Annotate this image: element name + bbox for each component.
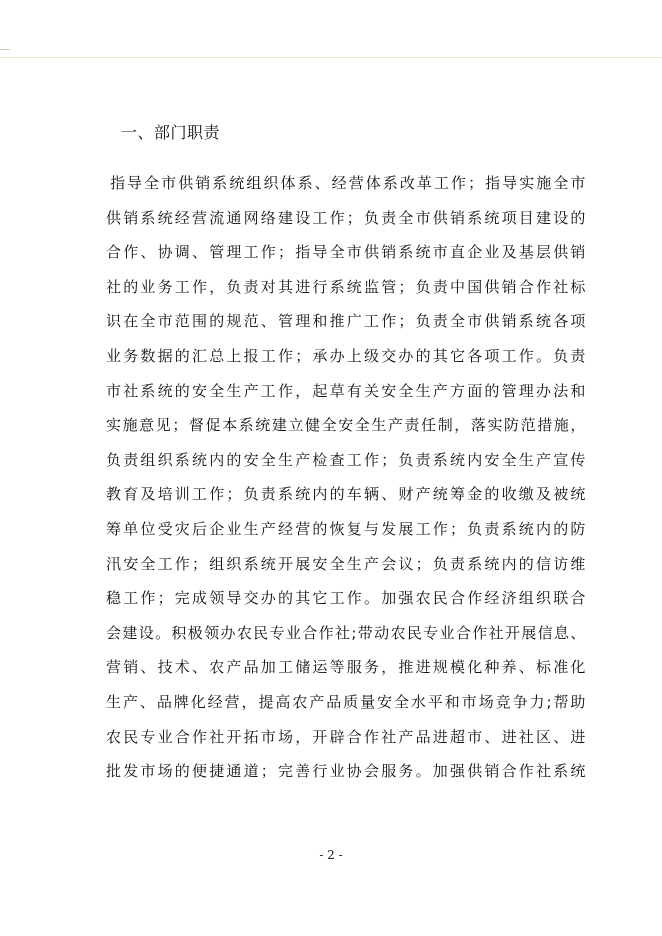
text-line: 筹单位受灾后企业生产经营的恢复与发展工作；负责系统内的防 [106, 519, 586, 538]
text-line: 汛安全工作；组织系统开展安全生产会议；负责系统内的信访维 [106, 554, 586, 573]
text-line: 负责组织系统内的安全生产检查工作；负责系统内安全生产宣传 [106, 450, 586, 469]
text-line: 社的业务工作，负责对其进行系统监管；负责中国供销合作社标 [106, 277, 586, 296]
text-line: 批发市场的便捷通道；完善行业协会服务。加强供销合作社系统 [106, 762, 586, 781]
text-line: 营销、技术、农产品加工储运等服务，推进规模化种养、标准化 [106, 658, 586, 677]
text-line: 市社系统的安全生产工作，起草有关安全生产方面的管理办法和 [106, 381, 586, 400]
text-line: 农民专业合作社开拓市场，开辟合作社产品进超市、进社区、进 [106, 727, 586, 746]
text-line: 生产、品牌化经营，提高农产品质量安全水平和市场竞争力;帮助 [106, 692, 586, 711]
page-number: - 2 - [319, 848, 343, 862]
body-paragraph [106, 166, 586, 789]
header-rule-mark [0, 49, 10, 50]
text-line: 识在全市范围的规范、管理和推广工作；负责全市供销系统各项 [106, 312, 586, 331]
text-line: 会建设。积极领办农民专业合作社;带动农民专业合作社开展信息、 [106, 623, 586, 642]
text-line: 合作、协调、管理工作；指导全市供销系统市直企业及基层供销 [106, 243, 586, 262]
text-line: 供销系统经营流通网络建设工作；负责全市供销系统项目建设的 [106, 208, 586, 227]
section-heading: 一、部门职责 [121, 123, 221, 142]
text-line: 稳工作；完成领导交办的其它工作。加强农民合作经济组织联合 [106, 589, 586, 608]
text-line: 指导全市供销系统组织体系、经营体系改革工作；指导实施全市 [110, 174, 586, 192]
header-rule [0, 57, 662, 58]
text-line: 教育及培训工作；负责系统内的车辆、财产统筹金的收缴及被统 [106, 485, 586, 504]
text-line: 实施意见；督促本系统建立健全安全生产责任制，落实防范措施， [106, 416, 586, 435]
text-line: 业务数据的汇总上报工作；承办上级交办的其它各项工作。负责 [106, 346, 586, 365]
